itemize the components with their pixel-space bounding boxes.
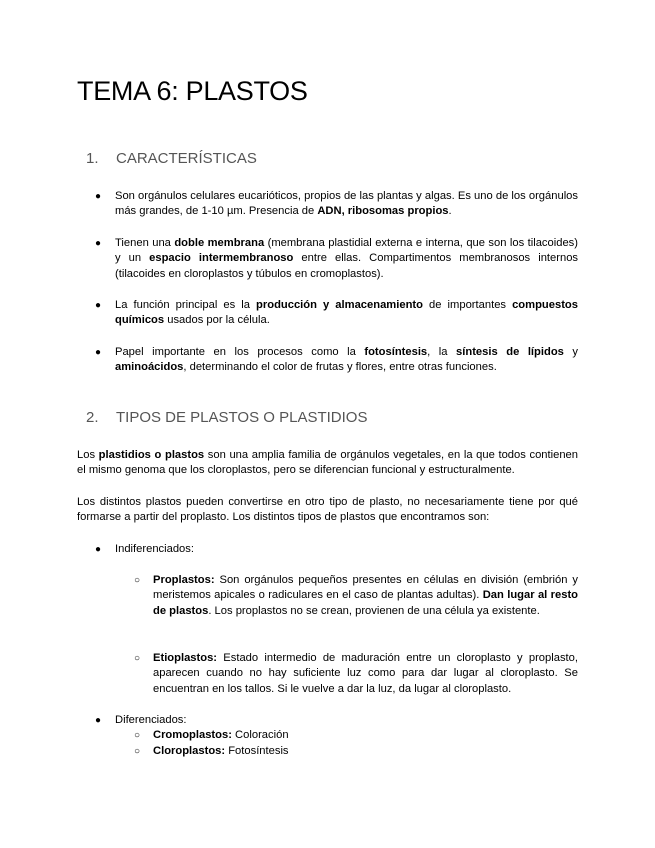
text-span: Son orgánulos pequeños presentes en células en división (embrión y meristemos apicales o radiculares en el caso de plantas adultas). [153,574,578,602]
bold-span: espacio intermembranoso [149,252,294,265]
bullet-item-4 [115,345,578,376]
section-heading-caracteristicas [86,150,257,167]
bold-span: Cromoplastos: [153,729,232,741]
text-span: La función principal es la [115,299,257,311]
bullet-item-2 [115,236,578,282]
text-span: entre ellas. Compartimentos membranosos internos (tilacoides en cloroplastos y túbulos en cromoplastos). [115,252,579,280]
bullet-marker: ● [95,300,102,311]
intro-paragraph-2: Los distintos plastos pueden convertirse en otro tipo de plasto, no necesariamente tiene por qué formarse a partir del proplasto. Los distintos tipos de plastos que encontramos son: [77,496,578,524]
sub-bullet-marker: ○ [134,653,141,664]
text-span: de importantes [422,299,513,311]
bold-span: aminoácidos [115,361,184,374]
page-title: TEMA 6: PLASTOS [77,76,308,106]
cromoplastos-item [153,728,578,743]
bold-span: Proplastos: [153,574,215,586]
bold-span: producción y almacenamiento [256,299,423,311]
cloroplastos-item [153,744,578,759]
bold-span: doble membrana [174,237,265,249]
text-span: , determinando el color de frutas y flores, entre otras funciones. [183,361,497,374]
bold-span: síntesis de lípidos [456,346,564,358]
text-span: . [448,205,452,218]
bullet-item-1 [115,189,578,220]
proplastos-item [153,573,578,619]
bullet-item-3 [115,298,578,329]
text-span: Son orgánulos celulares eucarióticos, propios de las plantas y algas. Es uno de los orgánulos más grandes, de 1-10 µm. Presencia de [115,190,578,218]
bullet-marker: ● [95,238,102,249]
sub-bullet-marker: ○ [134,575,141,586]
text-span: y [563,346,578,358]
section-title: TIPOS DE PLASTOS O PLASTIDIOS [116,409,368,426]
text-span: usados por la célula. [164,314,270,327]
text-span: Tienen una [115,237,175,249]
section-number: 2. [86,409,99,426]
bullet-marker: ● [95,347,102,358]
intro-paragraph-1 [77,448,578,479]
text-span: Coloración [231,729,289,741]
bullet-marker: ● [95,544,102,555]
text-span: . Los proplastos no se crean, provienen de una célula ya existente. [208,604,540,617]
bold-span: ADN, ribosomas propios [317,205,449,218]
section-heading-tipos [86,409,367,426]
etioplastos-item [153,651,578,697]
indiferenciados-label: Indiferenciados: [115,543,194,555]
text-span: Papel importante en los procesos como la [115,346,365,358]
text-span: Fotosíntesis [225,745,289,757]
text-span: (membrana plastidial externa e interna, que son los tilacoides) y un [115,237,578,265]
bullet-marker: ● [95,715,102,726]
bold-span: Etioplastos: [153,652,218,664]
text-span: son una amplia familia de orgánulos vegetales, en la que todos contienen el mismo genoma que los cloroplastos, pero se diferencian funcional y estructuralmente. [77,449,578,477]
text-span: , la [427,346,457,358]
diferenciados-label: Diferenciados: [115,714,187,726]
bold-span: Cloroplastos: [153,745,226,757]
bold-span: fotosíntesis [364,346,428,358]
sub-bullet-marker: ○ [134,730,141,741]
bullet-marker: ● [95,191,102,202]
section-number: 1. [86,150,99,167]
bold-span: plastidios o plastos [98,449,205,461]
section-title: CARACTERÍSTICAS [116,150,257,167]
sub-bullet-marker: ○ [134,746,141,757]
text-span: Estado intermedio de maduración entre un cloroplasto y proplasto, aparecen cuando no hay suficiente luz como para dar lugar al cloroplasto. Se encuentran en los tallos. Si le vuelve a dar la luz, da lugar al cloroplasto. [153,652,578,695]
text-span: Los [77,449,99,461]
bold-span: compuestos químicos [115,299,578,327]
bold-span: Dan lugar al resto de plastos [153,589,579,617]
